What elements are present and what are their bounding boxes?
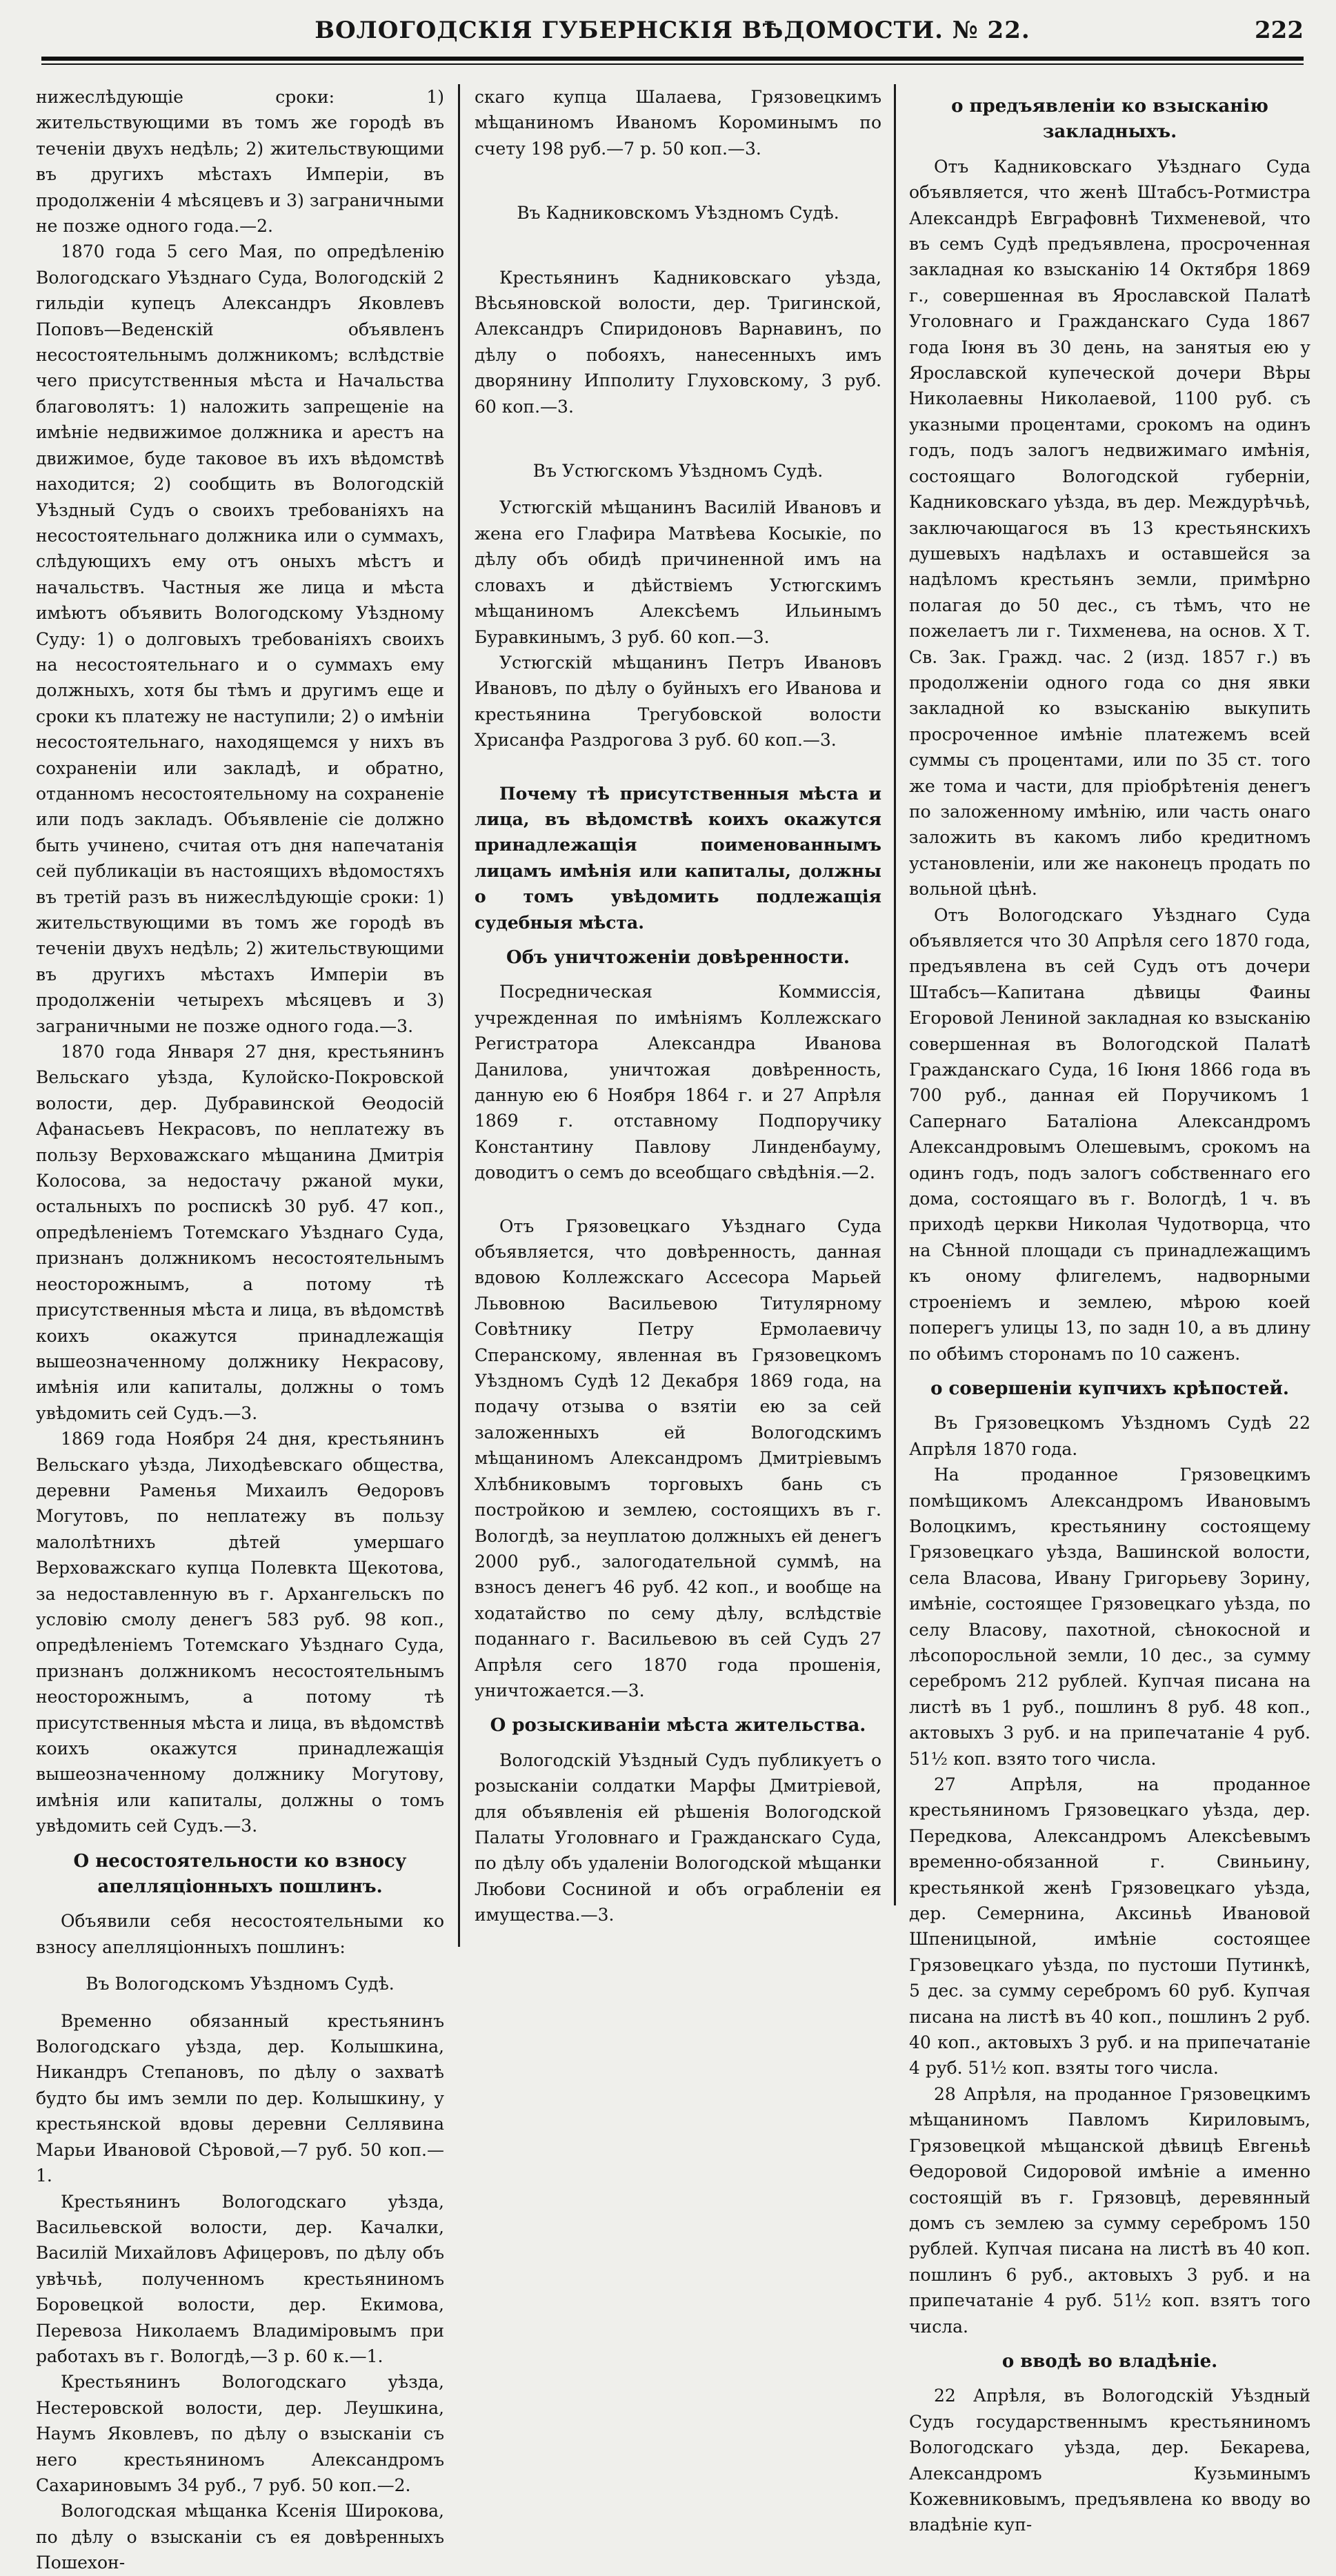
spacer xyxy=(475,1186,881,1213)
section-heading: о предъявленіи ко взысканію закладныхъ. xyxy=(951,96,1268,143)
paragraph: Крестьянинъ Вологодскаго уѣзда, Нестеровской волости, дер. Леушкина, Наумъ Яковлевъ, по дѣлу о взысканіи съ него крестьяниномъ Александромъ Сахариновымъ 34 руб., 7 руб. 50 коп.—2. xyxy=(36,2372,444,2495)
paragraph: 1870 года 5 сего Мая, по опредѣленію Вологодскаго Уѣзднаго Суда, Вологодскій 2 гильдіи купецъ Александръ Яковлевъ Поповъ—Веденскій объявленъ несостоятельнымъ должникомъ; вслѣдствіе чего присутственныя мѣста и Начальства благоволятъ: 1) наложить запрещеніе на имѣніе недвижимое должника и арестъ на движимое, буде таковое въ ихъ вѣдомствѣ находится; 2) сообщить въ Вологодскій Уѣздный Судъ о своихъ требованіяхъ на несостоятельнаго должника или о суммахъ, слѣдующихъ ему отъ оныхъ мѣстъ и начальствъ. Частныя же лица и мѣста имѣютъ объявить Вологодскому Уѣздному Суду: 1) о долговыхъ требованіяхъ своихъ на несостоятельнаго и о суммахъ ему должныхъ, хотя бы тѣмъ и другимъ еще и сроки къ платежу не наступили; 2) о имѣніи несостоятельнаго, находящемся у нихъ въ сохраненіи или закладѣ, и обратно, отданномъ несостоятельному на сохраненіе или подъ закладъ. Объявленіе сіе должно быть учинено, считая отъ дня напечатанія сей публикаціи въ настоящихъ вѣдомостяхъ въ третій разъ въ нижеслѣдующіе сроки: 1) жительствующими въ томъ же городѣ въ теченіи двухъ недѣль; 2) жительствующими въ другихъ мѣстахъ Имперіи въ продолженіи четырехъ мѣсяцевъ и 3) заграничными не позже одного года.—3. xyxy=(36,241,444,1036)
paragraph: 28 Апрѣля, на проданное Грязовецкимъ мѣщаниномъ Павломъ Кириловымъ, Грязовецкой мѣщанской дѣвицѣ Евгеньѣ Ѳедоровой Сидоровой имѣніе а именно состоящій въ г. Грязовцѣ, деревянный домъ съ землею за сумму серебромъ 150 рублей. Купчая писана на листѣ въ 40 коп. пошлинъ 6 руб., актовыхъ 3 руб. и на припечатаніе 4 руб. 51½ коп. взятъ того числа. xyxy=(909,2083,1310,2337)
paragraph: Крестьянинъ Кадниковскаго уѣзда, Вѣсьяновской волости, дер. Тригинской, Александръ Спиридоновъ Варнавинъ, по дѣлу о побояхъ, нанесенныхъ имъ дворянину Ипполиту Глуховскому, 3 руб. 60 коп.—3. xyxy=(475,267,881,417)
court-subheading: Въ Вологодскомъ Уѣздномъ Судѣ. xyxy=(86,1974,395,1994)
section-heading: Объ уничтоженіи довѣренности. xyxy=(506,947,850,968)
paragraph: 1870 года Января 27 дня, крестьянинъ Вельскаго уѣзда, Кулойско-Покровской волости, дер. Дубравинской Ѳеодосій Афанасьевъ Некрасовъ, по неплатежу въ пользу Верховажскаго мѣщанина Дмитрія Колосова, за недостачу ржаной муки, остальныхъ по роспискѣ 30 руб. 47 коп., опредѣленіемъ Тотемскаго Уѣзднаго Суда, признанъ должникомъ несостоятельнымъ неосторожнымъ, а потому тѣ присутственныя мѣста и лица, въ вѣдомствѣ коихъ окажутся принадлежащія вышеозначенному должнику Некрасову, имѣнія или капиталы, должны о томъ увѣдомить сей Судъ.—3. xyxy=(36,1042,444,1423)
section-heading: О несостоятельности ко взносу апелляціонныхъ пошлинъ. xyxy=(73,1850,407,1898)
paragraph: Почему тѣ присутственныя мѣста и лица, въ вѣдомствѣ коихъ окажутся принадлежащія поименованнымъ лицамъ имѣнія или капиталы, должны о томъ увѣдомить подлежащія судебныя мѣста. xyxy=(475,783,881,933)
paragraph: На проданное Грязовецкимъ помѣщикомъ Александромъ Ивановымъ Волоцкимъ, крестьянину состоящему Грязовецкаго уѣзда, Вашинской волости, села Власова, Ивану Григорьеву Зорину, имѣніе, состоящее Грязовецкаго уѣзда, по селу Власову, пахотной, сѣнокосной и лѣсопоросльной земли, 10 дес., за сумму серебромъ 212 рублей. Купчая писана на листѣ въ 1 руб., пошлинъ 8 руб. 48 коп., актовыхъ 3 руб. и на припечатаніе 4 руб. 51½ коп. взято того числа. xyxy=(909,1465,1310,1769)
paragraph: Устюгскій мѣщанинъ Василій Ивановъ и жена его Глафира Матвѣева Косыкіе, по дѣлу объ обидѣ причиненной имъ на словахъ и дѣйствіемъ Устюгскимъ мѣщаниномъ Алексѣемъ Ильинымъ Буравкинымъ, 3 руб. 60 коп.—3. xyxy=(475,497,881,647)
page-number: 222 xyxy=(1255,17,1304,44)
paragraph: Крестьянинъ Вологодскаго уѣзда, Васильевской волости, дер. Качалки, Василій Михайловъ Афицеровъ, по дѣлу объ увѣчьѣ, полученномъ крестьяниномъ Боровецкой волости, дер. Екимова, Перевоза Николаемъ Владиміровымъ при работахъ въ г. Вологдѣ,—3 р. 60 к.—1. xyxy=(36,2191,444,2366)
paragraph: Вологодская мѣщанка Ксенія Широкова, по дѣлу о взысканіи съ ея довѣренныхъ Пошехон- xyxy=(36,2501,444,2573)
paragraph: Временно обязанный крестьянинъ Вологодскаго уѣзда, дер. Колышкина, Никандръ Степановъ, по дѣлу о захватѣ будто бы имъ земли по дер. Колышкину, у крестьянской вдовы деревни Селлявина Марьи Ивановой Сѣровой,—7 руб. 50 коп.—1. xyxy=(36,2010,444,2186)
paragraph: Устюгскій мѣщанинъ Петръ Ивановъ Ивановъ, по дѣлу о буйныхъ его Иванова и крестьянина Трегубовской волости Хрисанфа Раздрогова 3 руб. 60 коп.—3. xyxy=(475,652,881,751)
spacer xyxy=(475,237,881,265)
newspaper-title: ВОЛОГОДСКІЯ ГУБЕРНСКІЯ ВѢДОМОСТИ. № 22. xyxy=(315,17,1030,44)
paragraph: 22 Апрѣля, въ Вологодскій Уѣздный Судъ государственнымъ крестьяниномъ Вологодскаго уѣзда, дер. Бекарева, Александромъ Кузьминымъ Кожевниковымъ, предъявлена ко вводу во владѣніе куп- xyxy=(909,2386,1310,2535)
paragraph: нижеслѣдующіе сроки: 1) жительствующими въ томъ же городѣ въ теченіи двухъ недѣль; 2) жительствующими въ другихъ мѣстахъ Имперіи, въ продолженіи 4 мѣсяцевъ и 3) заграничными не позже одного года.—2. xyxy=(36,87,444,237)
page-header xyxy=(41,10,1304,51)
column-right xyxy=(909,84,1310,2535)
section-heading: о совершеніи купчихъ крѣпостей. xyxy=(930,1378,1289,1399)
spacer xyxy=(475,419,881,447)
column-middle xyxy=(475,84,881,1968)
paragraph: скаго купца Шалаева, Грязовецкимъ мѣщаниномъ Иваномъ Короминымъ по счету 198 руб.—7 р. 50 коп.—3. xyxy=(475,87,881,159)
column-divider-2 xyxy=(894,84,896,1905)
paragraph: 27 Апрѣля, на проданное крестьяниномъ Грязовецкаго уѣзда, дер. Передкова, Александромъ Алексѣевымъ временно-обязанной г. Свиньину, крестьянкой женѣ Грязовецкаго уѣзда, дер. Семернина, Аксиньѣ Ивановой Шпеницыной, имѣніе состоящее Грязовецкаго уѣзда, по пустоши Путинкѣ, 5 дес. за сумму серебромъ 60 руб. Купчая писана на листѣ въ 40 коп., пошлинъ 2 руб. 40 коп., актовыхъ 3 руб. и на припечатаніе 4 руб. 51½ коп. взяты того числа. xyxy=(909,1774,1310,2079)
paragraph: 1869 года Ноября 24 дня, крестьянинъ Вельскаго уѣзда, Лиходѣевскаго общества, деревни Раменья Михаилъ Ѳедоровъ Могутовъ, по неплатежу въ пользу малолѣтнихъ дѣтей умершаго Верховажскаго купца Полевкта Щекотова, за недоставленную въ г. Архангельскъ по условію смолу денегъ 583 руб. 98 коп., опредѣленіемъ Тотемскаго Уѣзднаго Суда, признанъ должникомъ несостоятельнымъ неосторожнымъ, а потому тѣ присутственныя мѣста и лица, въ вѣдомствѣ коихъ окажутся принадлежащія вышеозначенному должнику Могутову, имѣнія или капиталы, должны о томъ увѣдомить сей Судъ.—3. xyxy=(36,1429,444,1836)
court-subheading: Въ Устюгскомъ Уѣздномъ Судѣ. xyxy=(532,461,824,482)
section-heading: О розыскиваніи мѣста жительства. xyxy=(490,1715,866,1736)
court-subheading: Въ Кадниковскомъ Уѣздномъ Судѣ. xyxy=(517,203,839,224)
spacer xyxy=(475,161,881,189)
paragraph: Посредническая Коммиссія, учрежденная по имѣніямъ Коллежскаго Регистратора Александра Иванова Данилова, уничтожая довѣренность, данную ею 6 Ноября 1864 г. и 27 Апрѣля 1869 г. отставному Подпоручику Константину Павлову Линденбауму, доводитъ о семъ до всеобщаго свѣдѣнія.—2. xyxy=(475,982,881,1183)
paragraph: Объявили себя несостоятельными ко взносу апелляціонныхъ пошлинъ: xyxy=(36,1911,444,1957)
paragraph: Отъ Вологодскаго Уѣзднаго Суда объявляется что 30 Апрѣля сего 1870 года, предъявлена въ сей Судъ отъ дочери Штабсъ—Капитана дѣвицы Фаины Егоровой Лениной закладная ко взысканію совершенная въ Вологодской Палатѣ Гражданскаго Суда, 16 Іюня 1866 года въ 700 руб., данная ей Поручикомъ 1 Сапернаго Баталіона Александромъ Александровымъ Олешевымъ, срокомъ на одинъ годъ, подъ залогъ собственнаго его дома, состоящаго въ г. Вологдѣ, 1 ч. въ приходѣ церкви Николая Чудотворца, что на Сѣнной площади съ принадлежащимъ къ оному флигелемъ, надворными строеніемъ и землею, мѣрою коей поперегъ улицы 13, по задн 10, а въ длину по обѣимъ сторонамъ по 10 саженъ. xyxy=(909,904,1310,1364)
header-rule-thin xyxy=(41,63,1304,65)
section-heading: о вводѣ во владѣніе. xyxy=(1001,2350,1218,2372)
header-rule-thick xyxy=(41,57,1304,61)
paragraph: Отъ Кадниковскаго Уѣзднаго Суда объявляется, что женѣ Штабсъ-Ротмистра Александрѣ Евграфовнѣ Тихменевой, что въ семъ Судѣ предъявлена, просроченная закладная ко взысканію 14 Октября 1869 г., совершенная въ Ярославской Палатѣ Уголовнаго и Гражданскаго Суда 1867 года Іюня въ 30 день, на занятыя ею у Ярославской купеческой дочери Вѣры Николаевны Николаевой, 1100 руб. съ указными процентами, срокомъ на одинъ годъ, подъ залогъ недвижимаго имѣнія, состоящаго Вологодской губерніи, Кадниковскаго уѣзда, въ дер. Междурѣчьѣ, заключающагося въ 13 крестьянскихъ душевыхъ надѣлахъ и оставшейся за надѣломъ крестьянъ земли, примѣрно полагая до 50 дес., съ тѣмъ, что не пожелаетъ ли г. Тихменева, на основ. X Т. Св. Зак. Гражд. час. 2 (изд. 1857 г.) въ продолженіи одного года со дня явки закладной ко взысканію выкупить просроченное имѣніе платежемъ всей суммы съ процентами, или по 35 ст. того же тома и части, для пріобрѣтенія денегъ по заложенному имѣнію, или часть онаго заложить въ какомъ либо кредитномъ установленіи, или же наконецъ продать по вольной цѣнѣ. xyxy=(909,156,1310,900)
paragraph: Отъ Грязовецкаго Уѣзднаго Суда объявляется, что довѣренность, данная вдовою Коллежскаго Ассесора Марьей Львовною Васильевою Титулярному Совѣтнику Петру Ермолаевичу Сперанскому, явленная въ Грязовецкомъ Уѣздномъ Судѣ 12 Декабря 1869 года, на подачу отзыва о взятіи ею за сей заложенныхъ ей Вологодскимъ мѣщаниномъ Александромъ Дмитріевымъ Хлѣбниковымъ торговыхъ бань съ постройкою и землею, состоящихъ въ г. Вологдѣ, за неуплатою должныхъ ей денегъ 2000 руб., залогодательной суммѣ, на взносъ денегъ 46 руб. 42 коп., и вообще на ходатайство по сему дѣлу, вслѣдствіе поданнаго г. Васильевою въ сей Судъ 27 Апрѣля сего 1870 года прошенія, уничтожается.—3. xyxy=(475,1216,881,1701)
paragraph: Въ Грязовецкомъ Уѣздномъ Судѣ 22 Апрѣля 1870 года. xyxy=(909,1413,1310,1459)
paragraph: Вологодскій Уѣздный Судъ публикуетъ о розысканіи солдатки Марфы Дмитріевой, для объявленія ей рѣшенія Вологодской Палаты Уголовнаго и Гражданскаго Суда, по дѣлу объ удаленіи Вологодской мѣщанки Любови Сосниной и объ ограбленіи ея имущества.—3. xyxy=(475,1750,881,1925)
column-left xyxy=(36,84,444,2573)
spacer xyxy=(475,753,881,781)
column-divider-1 xyxy=(458,84,460,1947)
